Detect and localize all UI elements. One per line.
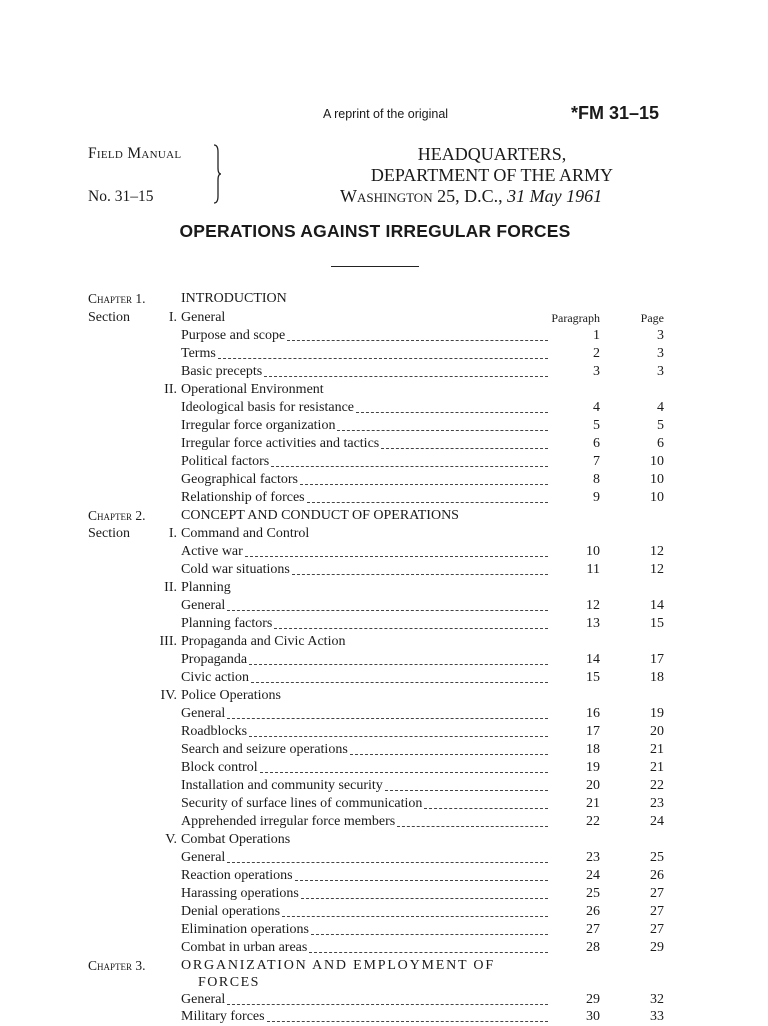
fm-number: *FM 31–15 bbox=[571, 103, 660, 123]
leader-dots bbox=[218, 358, 548, 359]
entry-page: 19 bbox=[650, 706, 664, 721]
entry-paragraph: 7 bbox=[593, 454, 600, 469]
entry-title: Cold war situations bbox=[181, 562, 290, 577]
entry-paragraph: 28 bbox=[586, 940, 600, 955]
entry-title: Harassing operations bbox=[181, 886, 299, 901]
entry-paragraph: 5 bbox=[593, 418, 600, 433]
field-manual-number: No. 31–15 bbox=[88, 188, 154, 205]
entry-title-wrap bbox=[181, 327, 550, 345]
leader-dots bbox=[227, 1004, 548, 1005]
toc-entry bbox=[0, 723, 768, 741]
entry-title-wrap bbox=[181, 543, 550, 561]
page-title: OPERATIONS AGAINST IRREGULAR FORCES bbox=[179, 221, 571, 241]
leader-dots bbox=[245, 556, 548, 557]
chapter-title: INTRODUCTION bbox=[181, 291, 287, 306]
leader-dots bbox=[251, 682, 548, 683]
section-title: Propaganda and Civic Action bbox=[181, 634, 346, 649]
leader-dots bbox=[424, 808, 548, 809]
leader-dots bbox=[264, 376, 548, 377]
entry-title: Political factors bbox=[181, 454, 270, 469]
leader-dots bbox=[227, 718, 548, 719]
entry-title: Denial operations bbox=[181, 904, 281, 919]
chapter-2-row bbox=[0, 507, 768, 525]
entry-title: Irregular force activities and tactics bbox=[181, 436, 380, 451]
leader-dots bbox=[249, 664, 548, 665]
entry-title-wrap bbox=[181, 345, 550, 363]
entry-title-wrap bbox=[181, 921, 550, 939]
place: Washington 25, D.C., bbox=[340, 186, 503, 206]
entry-title-wrap bbox=[181, 723, 550, 741]
entry-paragraph: 22 bbox=[586, 814, 600, 829]
entry-paragraph: 1 bbox=[593, 328, 600, 343]
entry-title: Geographical factors bbox=[181, 472, 298, 487]
entry-title: Combat in urban areas bbox=[181, 940, 308, 955]
entry-page: 23 bbox=[650, 796, 664, 811]
toc-entry bbox=[0, 363, 768, 381]
toc-entry bbox=[0, 867, 768, 885]
entry-title-wrap bbox=[181, 561, 550, 579]
entry-page: 27 bbox=[650, 922, 664, 937]
entry-title: Military forces bbox=[181, 1009, 265, 1024]
entry-paragraph: 6 bbox=[593, 436, 600, 451]
leader-dots bbox=[274, 628, 548, 629]
entry-title-wrap bbox=[181, 615, 550, 633]
toc-entry bbox=[0, 849, 768, 867]
toc-entry bbox=[0, 615, 768, 633]
toc-entry bbox=[0, 417, 768, 435]
section-number: II. bbox=[164, 382, 177, 397]
entry-title: Roadblocks bbox=[181, 724, 248, 739]
entry-title: Terms bbox=[181, 346, 216, 361]
leader-dots bbox=[282, 916, 548, 917]
entry-title: General bbox=[181, 598, 226, 613]
leader-dots bbox=[300, 484, 548, 485]
chapter-title: ORGANIZATION AND EMPLOYMENT OF bbox=[181, 958, 495, 973]
toc-entry bbox=[0, 903, 768, 921]
section-row bbox=[0, 687, 768, 705]
toc-entry bbox=[0, 705, 768, 723]
toc-entry bbox=[0, 777, 768, 795]
section-label: Section bbox=[88, 526, 130, 541]
toc-entry bbox=[0, 489, 768, 507]
entry-title: Irregular force organization bbox=[181, 418, 336, 433]
entry-page: 25 bbox=[650, 850, 664, 865]
entry-paragraph: 14 bbox=[586, 652, 600, 667]
toc-entry bbox=[0, 543, 768, 561]
entry-paragraph: 23 bbox=[586, 850, 600, 865]
department-line: DEPARTMENT OF THE ARMY bbox=[370, 165, 614, 185]
entry-title-wrap bbox=[181, 813, 550, 831]
toc-entry bbox=[0, 345, 768, 363]
entry-paragraph: 21 bbox=[586, 796, 600, 811]
leader-dots bbox=[381, 448, 548, 449]
leader-dots bbox=[227, 862, 548, 863]
entry-title-wrap bbox=[181, 417, 550, 435]
chapter-3-row bbox=[0, 957, 768, 975]
entry-page: 27 bbox=[650, 886, 664, 901]
entry-paragraph: 18 bbox=[586, 742, 600, 757]
leader-dots bbox=[311, 934, 548, 935]
section-row bbox=[0, 579, 768, 597]
section-label: Section bbox=[88, 310, 130, 325]
entry-title-wrap bbox=[181, 435, 550, 453]
section-title: General bbox=[181, 310, 226, 325]
chapter-label: Chapter 3. bbox=[88, 958, 146, 973]
entry-title-wrap bbox=[181, 991, 550, 1009]
toc-entry bbox=[0, 885, 768, 903]
chapter-label: Chapter 1. bbox=[88, 291, 146, 306]
toc-entry bbox=[0, 453, 768, 471]
entry-paragraph: 20 bbox=[586, 778, 600, 793]
toc-entry bbox=[0, 741, 768, 759]
entry-paragraph: 9 bbox=[593, 490, 600, 505]
section-title: Operational Environment bbox=[181, 382, 324, 397]
entry-page: 10 bbox=[650, 454, 664, 469]
entry-title-wrap bbox=[181, 867, 550, 885]
date: 31 May 1961 bbox=[507, 186, 603, 206]
entry-page: 24 bbox=[650, 814, 664, 829]
entry-title-wrap bbox=[181, 939, 550, 957]
entry-page: 12 bbox=[650, 544, 664, 559]
entry-paragraph: 12 bbox=[586, 598, 600, 613]
leader-dots bbox=[227, 610, 548, 611]
entry-paragraph: 30 bbox=[586, 1009, 600, 1024]
entry-paragraph: 3 bbox=[593, 364, 600, 379]
entry-title: Block control bbox=[181, 760, 258, 775]
entry-title: Search and seizure operations bbox=[181, 742, 348, 757]
section-row bbox=[0, 831, 768, 849]
leader-dots bbox=[267, 1021, 548, 1022]
paragraph-column-header: Paragraph bbox=[551, 311, 600, 325]
section-title: Command and Control bbox=[181, 526, 310, 541]
entry-page: 18 bbox=[650, 670, 664, 685]
entry-paragraph: 26 bbox=[586, 904, 600, 919]
toc-entry bbox=[0, 471, 768, 489]
entry-title-wrap bbox=[181, 651, 550, 669]
entry-title-wrap bbox=[181, 849, 550, 867]
entry-paragraph: 27 bbox=[586, 922, 600, 937]
entry-paragraph: 10 bbox=[586, 544, 600, 559]
entry-page: 26 bbox=[650, 868, 664, 883]
entry-page: 21 bbox=[650, 742, 664, 757]
entry-paragraph: 8 bbox=[593, 472, 600, 487]
entry-paragraph: 2 bbox=[593, 346, 600, 361]
section-number: IV. bbox=[160, 688, 177, 703]
leader-dots bbox=[271, 466, 548, 467]
entry-title-wrap bbox=[181, 453, 550, 471]
section-number: I. bbox=[168, 526, 177, 541]
toc-entry bbox=[0, 921, 768, 939]
toc-entry bbox=[0, 939, 768, 957]
entry-title-wrap bbox=[181, 669, 550, 687]
leader-dots bbox=[249, 736, 548, 737]
entry-title-wrap bbox=[181, 1008, 550, 1026]
section-row bbox=[0, 381, 768, 399]
entry-title-wrap bbox=[181, 777, 550, 795]
section-number: V. bbox=[165, 832, 177, 847]
entry-title-wrap bbox=[181, 741, 550, 759]
entry-paragraph: 17 bbox=[586, 724, 600, 739]
page-column-header: Page bbox=[640, 311, 664, 325]
toc-entry bbox=[0, 991, 768, 1009]
chapter-label: Chapter 2. bbox=[88, 508, 146, 523]
entry-page: 20 bbox=[650, 724, 664, 739]
entry-page: 33 bbox=[650, 1009, 664, 1024]
leader-dots bbox=[397, 826, 548, 827]
toc-entry bbox=[0, 759, 768, 777]
toc-entry bbox=[0, 795, 768, 813]
entry-paragraph: 19 bbox=[586, 760, 600, 775]
entry-paragraph: 29 bbox=[586, 992, 600, 1007]
entry-title: Relationship of forces bbox=[181, 490, 305, 505]
leader-dots bbox=[350, 754, 548, 755]
entry-title-wrap bbox=[181, 795, 550, 813]
entry-title: Reaction operations bbox=[181, 868, 293, 883]
entry-title: Propaganda bbox=[181, 652, 248, 667]
leader-dots bbox=[295, 880, 548, 881]
leader-dots bbox=[307, 502, 548, 503]
leader-dots bbox=[260, 772, 548, 773]
entry-title-wrap bbox=[181, 597, 550, 615]
entry-paragraph: 25 bbox=[586, 886, 600, 901]
entry-title: Security of surface lines of communication bbox=[181, 796, 423, 811]
toc-entry bbox=[0, 435, 768, 453]
entry-page: 27 bbox=[650, 904, 664, 919]
entry-title: General bbox=[181, 992, 226, 1007]
entry-title: General bbox=[181, 706, 226, 721]
entry-title-wrap bbox=[181, 489, 550, 507]
chapter-title: CONCEPT AND CONDUCT OF OPERATIONS bbox=[181, 508, 459, 523]
entry-page: 29 bbox=[650, 940, 664, 955]
reprint-note: A reprint of the original bbox=[323, 107, 449, 121]
entry-page: 32 bbox=[650, 992, 664, 1007]
field-manual-label: Field Manual bbox=[88, 145, 182, 162]
entry-title-wrap bbox=[181, 399, 550, 417]
entry-title: Basic precepts bbox=[181, 364, 263, 379]
chapter-1-row bbox=[0, 290, 768, 308]
entry-page: 14 bbox=[650, 598, 664, 613]
section-title: Planning bbox=[181, 580, 231, 595]
entry-title-wrap bbox=[181, 759, 550, 777]
toc-entry bbox=[0, 327, 768, 345]
toc-entry bbox=[0, 597, 768, 615]
entry-page: 15 bbox=[650, 616, 664, 631]
entry-title-wrap bbox=[181, 885, 550, 903]
entry-title-wrap bbox=[181, 903, 550, 921]
leader-dots bbox=[287, 340, 548, 341]
entry-title: Planning factors bbox=[181, 616, 273, 631]
entry-paragraph: 13 bbox=[586, 616, 600, 631]
chapter-title-continued: FORCES bbox=[198, 975, 260, 990]
entry-title: Active war bbox=[181, 544, 243, 559]
headquarters-line: HEADQUARTERS, bbox=[417, 144, 567, 164]
entry-title-wrap bbox=[181, 363, 550, 381]
entry-page: 6 bbox=[657, 436, 664, 451]
leader-dots bbox=[309, 952, 548, 953]
entry-page: 10 bbox=[650, 472, 664, 487]
entry-paragraph: 15 bbox=[586, 670, 600, 685]
entry-page: 3 bbox=[657, 346, 664, 361]
leader-dots bbox=[356, 412, 548, 413]
entry-page: 3 bbox=[657, 364, 664, 379]
entry-page: 3 bbox=[657, 328, 664, 343]
section-title: Combat Operations bbox=[181, 832, 291, 847]
entry-page: 21 bbox=[650, 760, 664, 775]
entry-title: Ideological basis for resistance bbox=[181, 400, 354, 415]
entry-page: 5 bbox=[657, 418, 664, 433]
entry-paragraph: 24 bbox=[586, 868, 600, 883]
entry-title: Elimination operations bbox=[181, 922, 309, 937]
entry-paragraph: 11 bbox=[586, 562, 600, 577]
section-row bbox=[0, 633, 768, 651]
entry-title-wrap bbox=[181, 705, 550, 723]
entry-title: Installation and community security bbox=[181, 778, 383, 793]
section-number: I. bbox=[168, 310, 177, 325]
section-row bbox=[0, 525, 768, 543]
entry-title: Apprehended irregular force members bbox=[181, 814, 396, 829]
entry-paragraph: 16 bbox=[586, 706, 600, 721]
entry-page: 17 bbox=[650, 652, 664, 667]
toc-entry bbox=[0, 669, 768, 687]
entry-page: 10 bbox=[650, 490, 664, 505]
toc-entry bbox=[0, 561, 768, 579]
leader-dots bbox=[292, 574, 548, 575]
entry-title-wrap bbox=[181, 471, 550, 489]
leader-dots bbox=[385, 790, 548, 791]
entry-page: 12 bbox=[650, 562, 664, 577]
toc-entry bbox=[0, 1008, 768, 1026]
entry-title: Purpose and scope bbox=[181, 328, 286, 343]
entry-page: 22 bbox=[650, 778, 664, 793]
section-row bbox=[0, 309, 768, 327]
toc-entry bbox=[0, 651, 768, 669]
section-number: III. bbox=[159, 634, 177, 649]
leader-dots bbox=[301, 898, 548, 899]
entry-title: Civic action bbox=[181, 670, 250, 685]
toc-entry bbox=[0, 399, 768, 417]
section-title: Police Operations bbox=[181, 688, 281, 703]
section-number: II. bbox=[164, 580, 177, 595]
chapter-3-title-cont bbox=[0, 974, 768, 992]
entry-paragraph: 4 bbox=[593, 400, 600, 415]
entry-page: 4 bbox=[657, 400, 664, 415]
entry-title: General bbox=[181, 850, 226, 865]
leader-dots bbox=[337, 430, 548, 431]
toc-entry bbox=[0, 813, 768, 831]
